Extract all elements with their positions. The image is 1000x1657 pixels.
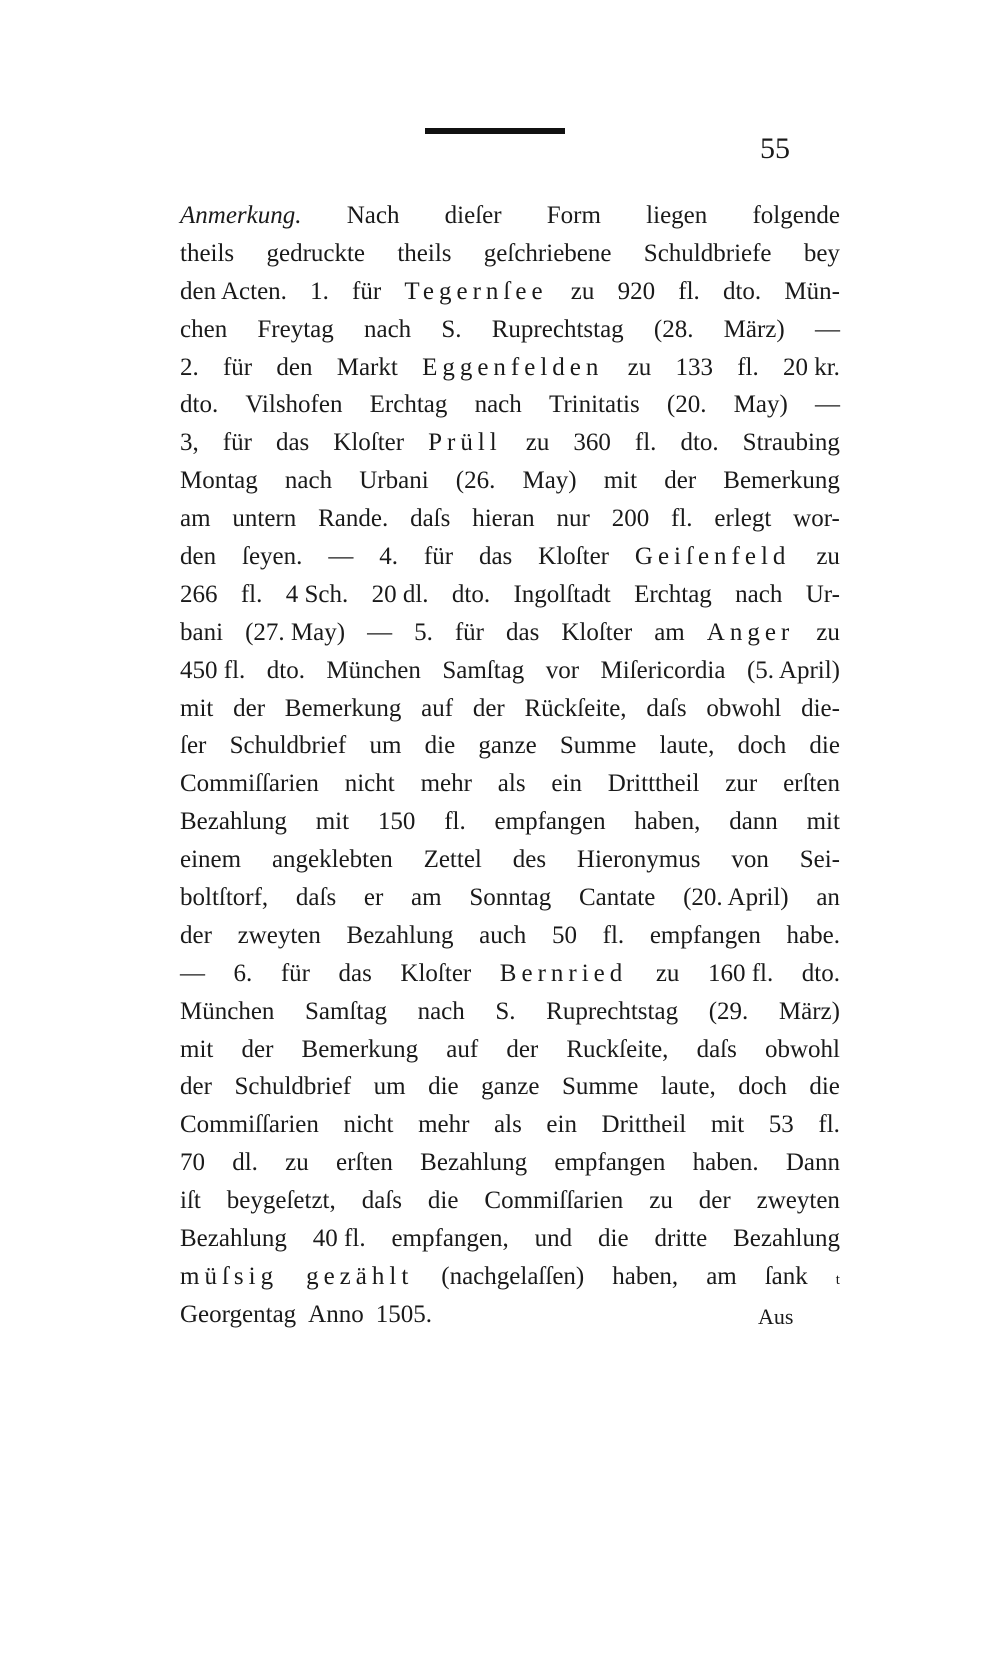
word: gezählt xyxy=(306,1262,414,1290)
word: an xyxy=(816,884,840,912)
text-line xyxy=(180,803,840,841)
word: dto. xyxy=(180,391,219,419)
word: erſten xyxy=(336,1149,393,1177)
page-number: 55 xyxy=(760,132,790,165)
word: laute, xyxy=(659,732,715,760)
word: habe. xyxy=(786,921,840,949)
word: 5. xyxy=(414,618,433,646)
word: Straubing xyxy=(742,429,840,457)
word: Bezahlung xyxy=(180,808,287,836)
word: der xyxy=(241,1035,274,1063)
text-line xyxy=(180,917,840,955)
word: zu xyxy=(655,959,680,987)
word: den Acten. xyxy=(180,277,287,305)
word: 20 kr. xyxy=(782,353,840,381)
text-line xyxy=(180,1106,840,1144)
word: auf xyxy=(446,1035,479,1063)
word: nach xyxy=(363,315,412,343)
word: Bezahlung xyxy=(420,1149,528,1177)
word: haben. xyxy=(692,1149,759,1177)
word: ſank xyxy=(764,1262,808,1290)
word: hieran xyxy=(472,505,535,533)
word: Summe xyxy=(561,1073,639,1101)
word: haben, xyxy=(612,1262,679,1290)
word: der xyxy=(180,921,212,949)
word: am xyxy=(654,618,685,646)
text-line xyxy=(180,500,840,538)
word: Tegernſee xyxy=(404,277,548,305)
text-line xyxy=(180,386,840,424)
text-line xyxy=(180,1144,840,1182)
word: Kloſter xyxy=(538,543,609,571)
word: nicht xyxy=(344,770,395,798)
word: für xyxy=(352,277,382,305)
word: der xyxy=(472,694,505,722)
word: bani xyxy=(180,618,224,646)
word: zweyten xyxy=(756,1187,840,1215)
word: Anmerkung. xyxy=(180,202,302,229)
word: fl. xyxy=(678,277,700,305)
text-line xyxy=(180,993,840,1031)
word: Kloſter xyxy=(400,959,472,987)
word: einem xyxy=(180,846,242,874)
word: Bemerkung xyxy=(284,694,402,722)
word: auf xyxy=(421,694,454,722)
text-line xyxy=(180,197,840,235)
word: Ingolſtadt xyxy=(513,580,611,608)
word: Trinitatis xyxy=(548,391,640,419)
word: nach xyxy=(735,580,783,608)
word: obwohl xyxy=(764,1035,840,1063)
word: auch xyxy=(479,921,527,949)
word: Freytag xyxy=(257,315,334,343)
word: mit xyxy=(710,1111,745,1139)
word: 1505. xyxy=(375,1300,432,1328)
word: der xyxy=(664,467,697,495)
word: für xyxy=(222,429,252,457)
word: 160 fl. xyxy=(707,959,774,987)
word: müſsig xyxy=(180,1262,279,1290)
word: mehr xyxy=(420,770,472,798)
text-line xyxy=(180,576,840,614)
word: 20 dl. xyxy=(371,580,429,608)
word: (5. April) xyxy=(746,656,840,684)
word: liegen xyxy=(646,202,708,229)
word: Hieronymus xyxy=(576,846,701,874)
word: das xyxy=(275,429,310,457)
word: Commiſſarien xyxy=(484,1187,624,1215)
word: zu xyxy=(627,353,652,381)
word: als xyxy=(497,770,526,798)
word: geſchriebene xyxy=(483,239,612,267)
word: haben, xyxy=(634,808,701,836)
word: ſeyen. xyxy=(242,543,303,571)
word: dto. xyxy=(451,580,491,608)
word: des xyxy=(512,846,547,874)
word: (nachgelaſſen) xyxy=(441,1262,585,1290)
word: daſs xyxy=(410,505,451,533)
word: ganze xyxy=(481,1073,540,1101)
word: von xyxy=(731,846,769,874)
word: zu xyxy=(285,1149,309,1177)
word: Bezahlung xyxy=(180,1225,287,1253)
word: 150 xyxy=(377,808,416,836)
word: Summe xyxy=(559,732,637,760)
annotation-paragraph xyxy=(180,197,840,1334)
word: Bezahlung xyxy=(346,921,454,949)
text-line xyxy=(180,462,840,500)
word: und xyxy=(534,1225,573,1253)
word: iſt xyxy=(180,1187,201,1215)
word: dto. xyxy=(266,656,305,684)
word: (29. xyxy=(708,997,749,1025)
text-line xyxy=(180,1220,840,1258)
word: 450 fl. xyxy=(180,656,246,684)
word: der xyxy=(698,1187,731,1215)
word: 53 xyxy=(768,1111,794,1139)
word: nach xyxy=(474,391,522,419)
word: er xyxy=(363,884,384,912)
word: chen xyxy=(180,315,228,343)
word: — xyxy=(814,391,840,419)
text-line xyxy=(180,311,840,349)
word: für xyxy=(423,543,454,571)
word: Bemerkung xyxy=(723,467,840,495)
word: ein xyxy=(546,1111,577,1139)
word: nach xyxy=(284,467,333,495)
word: ganze xyxy=(478,732,537,760)
word: empfangen xyxy=(649,921,761,949)
word: Eggenfelden xyxy=(422,353,604,381)
word: Drittheil xyxy=(601,1111,687,1139)
word: Ruckſeite, xyxy=(566,1035,669,1063)
word: angeklebten xyxy=(271,846,393,874)
word: doch xyxy=(737,732,787,760)
text-line xyxy=(180,1296,840,1334)
word: den xyxy=(180,543,217,571)
word: dann xyxy=(729,808,778,836)
text-line xyxy=(180,690,840,728)
word: für xyxy=(454,618,484,646)
word: 2. xyxy=(180,353,199,381)
word: dieſer xyxy=(444,202,502,229)
word: (27. May) xyxy=(245,618,346,646)
word: 40 fl. xyxy=(312,1225,366,1253)
word: die- xyxy=(801,694,840,722)
word: München xyxy=(326,656,421,684)
word: beygeſetzt, xyxy=(226,1187,336,1215)
word: laute, xyxy=(660,1073,716,1101)
word: theils xyxy=(180,239,235,267)
word: fl. xyxy=(240,580,263,608)
word: das xyxy=(478,543,513,571)
word: Kloſter xyxy=(333,429,405,457)
word: zur xyxy=(725,770,758,798)
word: fl. xyxy=(602,921,625,949)
word: 70 xyxy=(180,1149,205,1177)
word: Sonntag xyxy=(469,884,552,912)
word: erlegt xyxy=(714,505,772,533)
word: Erchtag xyxy=(369,391,448,419)
word: Cantate xyxy=(578,884,656,912)
word: 3, xyxy=(180,429,199,457)
word: Urbani xyxy=(359,467,429,495)
word: fl. xyxy=(634,429,657,457)
word: Zettel xyxy=(423,846,482,874)
word: Schuldbrief xyxy=(229,732,347,760)
text-line xyxy=(180,614,840,652)
word: Schuldbrief xyxy=(234,1073,352,1101)
word: 1. xyxy=(310,277,329,305)
word: Dann xyxy=(785,1149,840,1177)
word: empfangen xyxy=(554,1149,666,1177)
word: ein xyxy=(551,770,582,798)
word: daſs xyxy=(295,884,337,912)
word: Bernried xyxy=(499,959,628,987)
word: wor- xyxy=(793,505,840,533)
word: Sei- xyxy=(799,846,840,874)
text-line xyxy=(180,1182,840,1220)
word: Commiſſarien xyxy=(180,770,319,798)
word: die xyxy=(809,1073,840,1101)
word: Ruprechtstag xyxy=(546,997,679,1025)
word: am xyxy=(411,884,442,912)
word: Schuldbriefe xyxy=(643,239,772,267)
word: erſten xyxy=(783,770,840,798)
word: — xyxy=(328,543,354,571)
word: 133 xyxy=(675,353,713,381)
word: mit xyxy=(180,1035,214,1063)
word: dto. xyxy=(801,959,840,987)
word: Samſtag xyxy=(305,997,387,1025)
word: Samſtag xyxy=(442,656,525,684)
word: zu xyxy=(649,1187,673,1215)
word: Prüll xyxy=(428,429,502,457)
word: mit xyxy=(806,808,840,836)
word: bey xyxy=(803,239,840,267)
text-line xyxy=(180,955,840,993)
word: Nach xyxy=(346,202,400,229)
word: nur xyxy=(556,505,590,533)
text-line xyxy=(180,538,840,576)
word: das xyxy=(338,959,372,987)
word: Anno xyxy=(308,1300,364,1328)
word: der xyxy=(180,1073,212,1101)
word: Rückſeite, xyxy=(524,694,627,722)
word: zweyten xyxy=(237,921,321,949)
word: untern xyxy=(232,505,297,533)
word: Bemerkung xyxy=(301,1035,419,1063)
word: 920 xyxy=(617,277,656,305)
text-line xyxy=(180,879,840,917)
text-line xyxy=(180,235,840,273)
word: Dritttheil xyxy=(607,770,700,798)
header-rule xyxy=(425,128,565,134)
word: 266 xyxy=(180,580,218,608)
word: Ruprechtstag xyxy=(491,315,624,343)
word: dl. xyxy=(232,1149,258,1177)
word: Vilshofen xyxy=(245,391,343,419)
word: 200 xyxy=(611,505,650,533)
word: als xyxy=(494,1111,522,1139)
word: am xyxy=(180,505,211,533)
word: die xyxy=(427,1187,459,1215)
word: — xyxy=(814,315,840,343)
word: Form xyxy=(546,202,601,229)
word: S. xyxy=(495,997,516,1025)
catchword: Aus xyxy=(758,1304,794,1329)
word: 50 xyxy=(551,921,577,949)
word: boltſtorf, xyxy=(180,884,269,912)
word: das xyxy=(506,618,540,646)
word: Kloſter xyxy=(561,618,633,646)
text-line xyxy=(180,349,840,387)
text-line xyxy=(180,841,840,879)
word: fl. xyxy=(671,505,693,533)
word: die xyxy=(424,732,456,760)
word: um xyxy=(369,732,402,760)
word: — xyxy=(367,618,393,646)
word: May) xyxy=(522,467,577,495)
word: daſs xyxy=(646,694,687,722)
word: dritte xyxy=(654,1225,708,1253)
word: May) xyxy=(733,391,788,419)
word: Montag xyxy=(180,467,258,495)
word: ſer xyxy=(180,732,207,760)
word: empfangen xyxy=(494,808,606,836)
word: die xyxy=(598,1225,629,1253)
word: mit xyxy=(315,808,350,836)
word: zu xyxy=(816,618,840,646)
word: Mün- xyxy=(784,277,840,305)
word: Bezahlung xyxy=(733,1225,840,1253)
word: vor xyxy=(545,656,580,684)
word: zu xyxy=(570,277,595,305)
word: die xyxy=(809,732,840,760)
word: 360 xyxy=(573,429,611,457)
word: doch xyxy=(738,1073,787,1101)
word: zu xyxy=(525,429,550,457)
word: Miſericordia xyxy=(600,656,726,684)
word: nicht xyxy=(343,1111,394,1139)
word: (26. xyxy=(455,467,496,495)
word: dto. xyxy=(680,429,719,457)
word: obwohl xyxy=(706,694,782,722)
word: der xyxy=(506,1035,539,1063)
text-line xyxy=(180,652,840,690)
word: Erchtag xyxy=(634,580,712,608)
word: um xyxy=(373,1073,406,1101)
word: fl. xyxy=(444,808,466,836)
word: Georgentag xyxy=(180,1300,297,1328)
word: 4 Sch. xyxy=(285,580,349,608)
word: Markt xyxy=(336,353,398,381)
word: den xyxy=(276,353,313,381)
text-line xyxy=(180,727,840,765)
word: März) xyxy=(723,315,785,343)
word: 6. xyxy=(233,959,253,987)
word: 4. xyxy=(379,543,398,571)
word: nach xyxy=(417,997,465,1025)
text-line xyxy=(180,765,840,803)
word: (20. April) xyxy=(683,884,789,912)
word: mehr xyxy=(418,1111,470,1139)
word: München xyxy=(180,997,275,1025)
word: Commiſſarien xyxy=(180,1111,319,1139)
text-line xyxy=(180,424,840,462)
word: daſs xyxy=(361,1187,402,1215)
word: fl. xyxy=(737,353,759,381)
word: — xyxy=(180,959,205,987)
word: am xyxy=(706,1262,737,1290)
word: zu xyxy=(816,543,840,571)
word: S. xyxy=(441,315,462,343)
word: Anger xyxy=(706,618,795,646)
word: (20. xyxy=(666,391,707,419)
word: der xyxy=(233,694,266,722)
word: für xyxy=(222,353,253,381)
word: Ur- xyxy=(805,580,840,608)
text-line: müſsig gezählt (nachgelaſſen) haben, am ſank t xyxy=(180,1258,840,1296)
word: fl. xyxy=(818,1111,840,1139)
word: dto. xyxy=(722,277,762,305)
word: die xyxy=(428,1073,459,1101)
word: daſs xyxy=(696,1035,737,1063)
word: gedruckte xyxy=(266,239,366,267)
word: mit xyxy=(180,694,214,722)
text-line xyxy=(180,1031,840,1069)
text-line xyxy=(180,273,840,311)
word: mit xyxy=(603,467,638,495)
word: theils xyxy=(397,239,452,267)
text-line xyxy=(180,1068,840,1106)
word: Rande. xyxy=(318,505,389,533)
word: (28. xyxy=(653,315,694,343)
word: für xyxy=(280,959,310,987)
word: März) xyxy=(778,997,840,1025)
word: folgende xyxy=(752,202,840,229)
word: empfangen, xyxy=(391,1225,509,1253)
word: Geiſenfeld xyxy=(634,543,791,571)
